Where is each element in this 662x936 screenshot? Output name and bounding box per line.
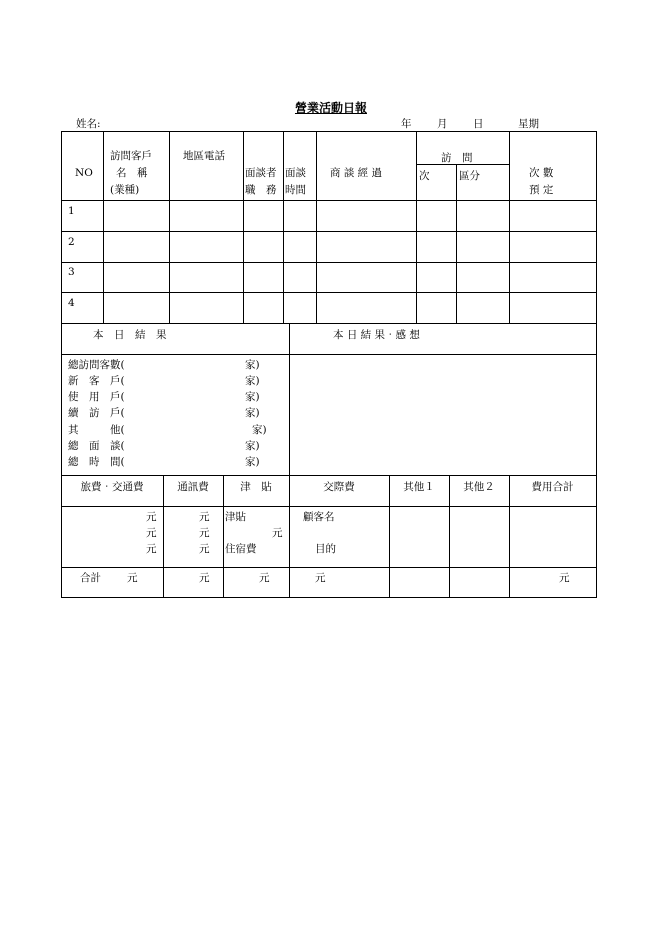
year-label: 年 bbox=[401, 118, 412, 130]
purpose-label: 目的 bbox=[315, 543, 336, 555]
yuan-unit: 元 bbox=[272, 527, 283, 539]
yuan-unit: 元 bbox=[315, 572, 326, 584]
yuan-unit: 元 bbox=[127, 572, 138, 584]
header-no: NO bbox=[75, 167, 93, 179]
header-visit-type: 區分 bbox=[459, 170, 480, 182]
expense-header-total: 費用合計 bbox=[531, 481, 574, 493]
header-visit: 訪 問 bbox=[441, 152, 473, 164]
expense-header-entertainment: 交際費 bbox=[323, 481, 355, 493]
header-client-name-1: 訪問客戶 bbox=[110, 150, 152, 162]
header-interviewee-1: 面談者 bbox=[245, 167, 277, 179]
total-label: 合計 bbox=[80, 572, 101, 584]
day-label: 日 bbox=[473, 118, 484, 130]
header-area-phone: 地區電話 bbox=[183, 150, 225, 162]
yuan-unit: 元 bbox=[146, 527, 157, 539]
yuan-unit: 元 bbox=[146, 511, 157, 523]
yuan-unit: 元 bbox=[559, 572, 570, 584]
yuan-unit: 元 bbox=[259, 572, 270, 584]
summary-unit: 家) bbox=[245, 440, 260, 452]
summary-unit: 家) bbox=[252, 424, 267, 436]
client-name-label: 顧客名 bbox=[303, 511, 335, 523]
yuan-unit: 元 bbox=[146, 543, 157, 555]
yuan-unit: 元 bbox=[199, 527, 210, 539]
summary-label: 新 客 戶( bbox=[68, 375, 125, 387]
row-number: 1 bbox=[68, 205, 75, 217]
header-visit-count: 次 bbox=[419, 170, 430, 182]
row-number: 3 bbox=[68, 266, 75, 278]
summary-label: 總 時 間( bbox=[68, 456, 125, 468]
weekday-label: 星期 bbox=[518, 118, 539, 130]
header-interview-time-2: 時間 bbox=[285, 184, 306, 196]
header-client-name-2: 名 稱 bbox=[116, 167, 148, 179]
row-number: 4 bbox=[68, 297, 75, 309]
summary-unit: 家) bbox=[245, 375, 260, 387]
expense-header-allowance: 津 貼 bbox=[240, 481, 272, 493]
summary-unit: 家) bbox=[245, 391, 260, 403]
header-interview-time-1: 面談 bbox=[285, 167, 306, 179]
expense-header-other-1: 其他１ bbox=[403, 481, 435, 493]
name-label: 姓名: bbox=[76, 118, 101, 130]
yuan-unit: 元 bbox=[199, 572, 210, 584]
summary-unit: 家) bbox=[245, 456, 260, 468]
summary-label: 總 面 談( bbox=[68, 440, 125, 452]
header-client-name-3: (業種) bbox=[110, 184, 140, 196]
lodging-label: 住宿費 bbox=[225, 543, 257, 555]
today-impression-header: 本 日 結 果‧感 想 bbox=[333, 329, 420, 341]
summary-label: 續 訪 戶( bbox=[68, 407, 125, 419]
summary-unit: 家) bbox=[245, 407, 260, 419]
today-result-header: 本 日 結 果 bbox=[93, 329, 167, 341]
summary-label: 總訪問客數( bbox=[68, 359, 125, 371]
summary-label: 使 用 戶( bbox=[68, 391, 125, 403]
yuan-unit: 元 bbox=[199, 511, 210, 523]
expense-header-communication: 通訊費 bbox=[177, 481, 209, 493]
expense-header-other-2: 其他２ bbox=[463, 481, 495, 493]
allowance-label: 津貼 bbox=[225, 511, 246, 523]
month-label: 月 bbox=[437, 118, 448, 130]
header-next-count-2: 預 定 bbox=[529, 184, 554, 196]
summary-label: 其 他( bbox=[68, 424, 125, 436]
header-interviewee-2: 職 務 bbox=[245, 184, 277, 196]
header-next-count-1: 次 數 bbox=[529, 167, 554, 179]
summary-unit: 家) bbox=[245, 359, 260, 371]
row-number: 2 bbox=[68, 236, 75, 248]
yuan-unit: 元 bbox=[199, 543, 210, 555]
expense-header-travel: 旅費‧交通費 bbox=[80, 481, 144, 493]
page-title: 營業活動日報 bbox=[294, 101, 367, 115]
header-negotiation: 商 談 經 過 bbox=[330, 167, 383, 179]
